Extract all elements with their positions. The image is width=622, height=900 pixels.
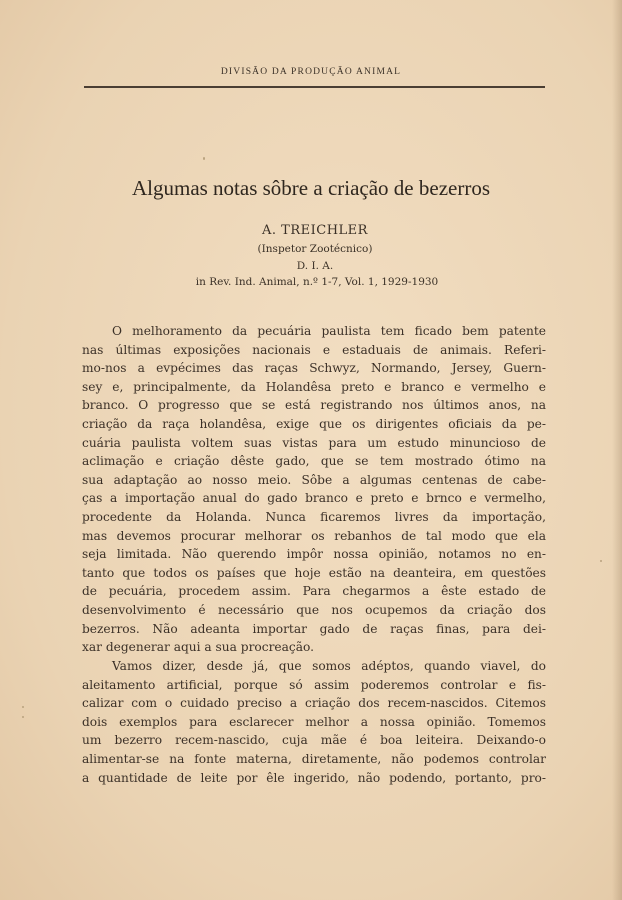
text-line: cuária paulista voltem suas vistas para um estudo minuncioso de [82,435,546,450]
text-line: xar degenerar aqui a sua procreação. [82,640,314,655]
page-edge-shadow [612,0,622,900]
paper-speck [22,716,24,718]
text-line: nas últimas exposições nacionais e estaduais de animais. Referi- [82,342,546,357]
organization: D. I. A. [296,260,334,272]
text-line: a quantidade de leite por êle ingerido, não podendo, portanto, pro- [82,770,546,785]
citation: in Rev. Ind. Animal, n.º 1-7, Vol. 1, 1929-1930 [195,276,439,288]
text-line: bezerros. Não adeanta importar gado de raças finas, para dei- [82,621,546,636]
paper-speck [600,560,602,562]
text-line: sua adaptação ao nosso meio. Sôbe a algumas centenas de cabe- [82,472,546,487]
header-rule [84,86,545,88]
text-line: um bezerro recem-nascido, cuja mãe é boa leiteira. Deixando-o [82,733,546,748]
text-line: aleitamento artificial, porque só assim poderemos controlar e fis- [82,677,546,692]
text-line: aclimação e criação dêste gado, que se tem mostrado ótimo na [82,454,546,469]
author-role: (Inspetor Zootécnico) [257,243,373,255]
text-line: calizar com o cuidado preciso a criação dos recem-nascidos. Citemos [82,696,546,711]
text-line: procedente da Holanda. Nunca ficaremos livres da importação, [82,509,546,524]
paragraph-2 [82,657,546,787]
running-head: DIVISÃO DA PRODUÇÃO ANIMAL [220,67,402,77]
text-line: Vamos dizer, desde já, que somos adéptos, quando viavel, do [112,659,546,673]
text-line: criação da raça holandêsa, exige que os dirigentes oficiais da pe- [82,416,546,431]
text-line: mo-nos a evpécimes das raças Schwyz, Normando, Jersey, Guern- [82,361,546,376]
text-line: de pecuária, procedem assim. Para chegarmos a êste estado de [82,584,546,599]
text-line: dois exemplos para esclarecer melhor a nossa opinião. Tomemos [82,714,546,729]
text-line: desenvolvimento é necessário que nos ocupemos da criação dos [82,602,546,617]
text-line: ças a importação anual do gado branco e preto e brnco e vermelho, [82,491,546,506]
text-line: alimentar-se na fonte materna, diretamente, não podemos controlar [82,751,546,766]
text-line: mas devemos procurar melhorar os rebanhos de tal modo que ela [82,528,546,543]
text-line: sey e, principalmente, da Holandêsa preto e branco e vermelho e [82,379,546,394]
author-name: A. TREICHLER [262,223,368,238]
paper-speck [203,157,205,160]
text-line: seja limitada. Não querendo impôr nossa opinião, notamos no en- [82,547,546,562]
paper-speck [22,706,24,708]
text-line: branco. O progresso que se está registrando nos últimos anos, na [82,398,546,413]
paragraph-1 [82,322,546,657]
article-title: Algumas notas sôbre a criação de bezerros [131,176,490,200]
text-line: O melhoramento da pecuária paulista tem ficado bem patente [112,324,546,338]
text-line: tanto que todos os países que hoje estão na deanteira, em questões [82,565,546,580]
